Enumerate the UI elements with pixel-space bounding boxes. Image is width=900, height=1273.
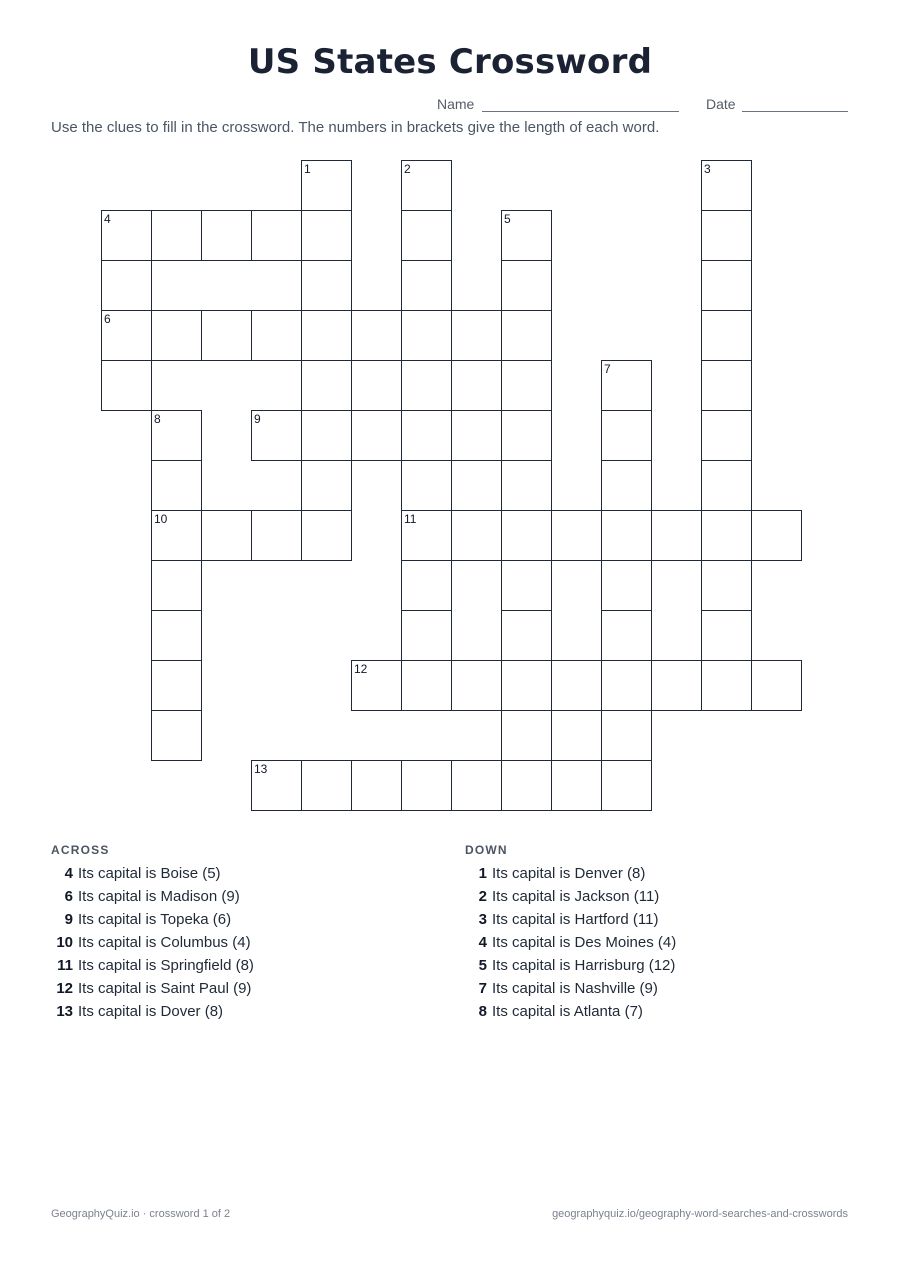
cell-number: 4 — [104, 212, 111, 226]
clue-text: Its capital is Dover (8) — [78, 1003, 224, 1020]
grid-cell[interactable] — [701, 360, 752, 411]
clue-number: 8 — [478, 1003, 487, 1020]
grid-cell[interactable] — [401, 360, 452, 411]
clue-number: 10 — [56, 934, 73, 951]
clue-item — [465, 908, 676, 931]
grid-cell[interactable] — [551, 660, 602, 711]
grid-cell[interactable] — [601, 610, 652, 661]
clue-text: Its capital is Atlanta (7) — [492, 1003, 643, 1020]
grid-cell[interactable] — [251, 210, 302, 261]
clue-item — [51, 885, 254, 908]
cell-number: 12 — [354, 662, 368, 676]
grid-cell[interactable] — [101, 310, 152, 361]
grid-cell[interactable] — [501, 710, 552, 761]
grid-cell[interactable] — [601, 410, 652, 461]
clue-number: 2 — [478, 888, 487, 905]
down-clue-list — [465, 862, 676, 1023]
clue-item — [465, 977, 676, 1000]
grid-cell[interactable] — [651, 510, 702, 561]
cell-number: 8 — [154, 412, 161, 426]
cell-number: 3 — [704, 162, 711, 176]
grid-cell[interactable] — [701, 310, 752, 361]
clue-item — [51, 1000, 254, 1023]
clue-number: 11 — [57, 957, 73, 974]
grid-cell[interactable] — [501, 460, 552, 511]
clue-text: Its capital is Boise (5) — [78, 865, 221, 882]
grid-cell[interactable] — [301, 310, 352, 361]
across-clue-list — [51, 862, 254, 1023]
footer-right: geographyquiz.io/geography-word-searches-and-crosswords — [552, 1208, 848, 1220]
grid-cell[interactable] — [251, 510, 302, 561]
clue-number: 6 — [64, 888, 73, 905]
clue-item — [51, 862, 254, 885]
grid-cell[interactable] — [501, 260, 552, 311]
grid-cell[interactable] — [601, 460, 652, 511]
grid-cell[interactable] — [301, 210, 352, 261]
clue-number: 1 — [478, 865, 487, 882]
grid-cell[interactable] — [401, 560, 452, 611]
grid-cell[interactable] — [701, 560, 752, 611]
grid-cell[interactable] — [401, 510, 452, 561]
grid-cell[interactable] — [501, 510, 552, 561]
clue-number: 3 — [478, 911, 487, 928]
grid-cell[interactable] — [201, 510, 252, 561]
clue-item — [51, 977, 254, 1000]
grid-cell[interactable] — [451, 410, 502, 461]
grid-cell[interactable] — [451, 760, 502, 811]
clue-text: Its capital is Saint Paul (9) — [78, 980, 252, 997]
cell-number: 7 — [604, 362, 611, 376]
clue-number: 9 — [64, 911, 73, 928]
clue-number: 4 — [478, 934, 487, 951]
cell-number: 6 — [104, 312, 111, 326]
grid-cell[interactable] — [351, 410, 402, 461]
grid-cell[interactable] — [601, 760, 652, 811]
grid-cell[interactable] — [601, 510, 652, 561]
grid-cell[interactable] — [601, 710, 652, 761]
clue-text: Its capital is Harrisburg (12) — [492, 957, 676, 974]
clue-item — [51, 931, 254, 954]
grid-cell[interactable] — [301, 260, 352, 311]
grid-cell[interactable] — [151, 560, 202, 611]
grid-cell[interactable] — [251, 760, 302, 811]
clue-text: Its capital is Denver (8) — [492, 865, 646, 882]
instructions: Use the clues to fill in the crossword. The numbers in brackets give the length of each word. — [51, 119, 660, 136]
grid-cell[interactable] — [151, 610, 202, 661]
grid-cell[interactable] — [601, 560, 652, 611]
grid-cell[interactable] — [401, 760, 452, 811]
grid-cell[interactable] — [401, 310, 452, 361]
footer-left: GeographyQuiz.io · crossword 1 of 2 — [51, 1208, 231, 1220]
grid-cell[interactable] — [701, 160, 752, 211]
clue-item — [465, 954, 676, 977]
grid-cell[interactable] — [501, 360, 552, 411]
clue-text: Its capital is Columbus (4) — [78, 934, 251, 951]
grid-cell[interactable] — [501, 660, 552, 711]
grid-cell[interactable] — [501, 560, 552, 611]
cell-number: 1 — [304, 162, 311, 176]
grid-cell[interactable] — [701, 410, 752, 461]
grid-cell[interactable] — [151, 510, 202, 561]
grid-cell[interactable] — [501, 310, 552, 361]
clue-text: Its capital is Madison (9) — [78, 888, 240, 905]
grid-cell[interactable] — [401, 460, 452, 511]
cell-number: 13 — [254, 762, 268, 776]
grid-cell[interactable] — [101, 360, 152, 411]
page-title: US States Crossword — [247, 42, 653, 82]
grid-cell[interactable] — [451, 510, 502, 561]
grid-cell[interactable] — [301, 160, 352, 211]
grid-cell[interactable] — [551, 510, 602, 561]
clue-number: 12 — [56, 980, 73, 997]
grid-cell[interactable] — [301, 760, 352, 811]
grid-cell[interactable] — [651, 660, 702, 711]
grid-cell[interactable] — [701, 460, 752, 511]
clue-item — [51, 954, 254, 977]
grid-cell[interactable] — [401, 160, 452, 211]
grid-cell[interactable] — [201, 310, 252, 361]
grid-cell[interactable] — [151, 210, 202, 261]
grid-cell[interactable] — [701, 610, 752, 661]
grid-cell[interactable] — [501, 760, 552, 811]
grid-cell[interactable] — [451, 660, 502, 711]
grid-cell[interactable] — [201, 210, 252, 261]
grid-cell[interactable] — [301, 510, 352, 561]
down-heading: DOWN — [465, 843, 508, 857]
clue-number: 5 — [478, 957, 487, 974]
grid-cell[interactable] — [601, 660, 652, 711]
grid-cell[interactable] — [401, 610, 452, 661]
grid-cell[interactable] — [701, 510, 752, 561]
clue-text: Its capital is Jackson (11) — [492, 888, 660, 905]
grid-cell[interactable] — [151, 460, 202, 511]
grid-cell[interactable] — [101, 210, 152, 261]
grid-cell[interactable] — [351, 660, 402, 711]
grid-cell[interactable] — [401, 660, 452, 711]
grid-cell[interactable] — [551, 760, 602, 811]
grid-cell[interactable] — [701, 210, 752, 261]
cell-number: 9 — [254, 412, 261, 426]
cell-number: 2 — [404, 162, 411, 176]
crossword-grid — [101, 160, 801, 810]
clue-text: Its capital is Hartford (11) — [492, 911, 659, 928]
cell-number: 10 — [154, 512, 168, 526]
date-field[interactable] — [742, 111, 848, 112]
cell-number: 5 — [504, 212, 511, 226]
name-field[interactable] — [482, 111, 679, 112]
across-heading: ACROSS — [51, 843, 110, 857]
clue-item — [465, 931, 676, 954]
grid-cell[interactable] — [151, 410, 202, 461]
clue-item — [465, 862, 676, 885]
grid-cell[interactable] — [501, 610, 552, 661]
grid-cell[interactable] — [301, 460, 352, 511]
grid-cell[interactable] — [101, 260, 152, 311]
grid-cell[interactable] — [751, 510, 802, 561]
grid-cell[interactable] — [251, 310, 302, 361]
grid-cell[interactable] — [501, 210, 552, 261]
grid-cell[interactable] — [501, 410, 552, 461]
clue-number: 7 — [478, 980, 487, 997]
grid-cell[interactable] — [601, 360, 652, 411]
grid-cell[interactable] — [351, 310, 402, 361]
clue-text: Its capital is Springfield (8) — [78, 957, 254, 974]
grid-cell[interactable] — [351, 760, 402, 811]
clue-item — [465, 885, 676, 908]
clue-item — [465, 1000, 676, 1023]
name-label: Name — [437, 96, 475, 112]
grid-cell[interactable] — [451, 310, 502, 361]
grid-cell[interactable] — [151, 710, 202, 761]
clue-item — [51, 908, 254, 931]
clue-text: Its capital is Nashville (9) — [492, 980, 658, 997]
clue-text: Its capital is Topeka (6) — [78, 911, 232, 928]
grid-cell[interactable] — [301, 360, 352, 411]
grid-cell[interactable] — [151, 660, 202, 711]
clue-number: 13 — [56, 1003, 73, 1020]
date-label: Date — [706, 96, 736, 112]
clue-number: 4 — [64, 865, 73, 882]
grid-cell[interactable] — [701, 260, 752, 311]
grid-cell[interactable] — [301, 410, 352, 461]
grid-cell[interactable] — [751, 660, 802, 711]
grid-cell[interactable] — [151, 310, 202, 361]
cell-number: 11 — [404, 512, 417, 526]
grid-cell[interactable] — [251, 410, 302, 461]
grid-cell[interactable] — [701, 660, 752, 711]
grid-cell[interactable] — [401, 260, 452, 311]
grid-cell[interactable] — [401, 210, 452, 261]
clue-text: Its capital is Des Moines (4) — [492, 934, 677, 951]
grid-cell[interactable] — [401, 410, 452, 461]
